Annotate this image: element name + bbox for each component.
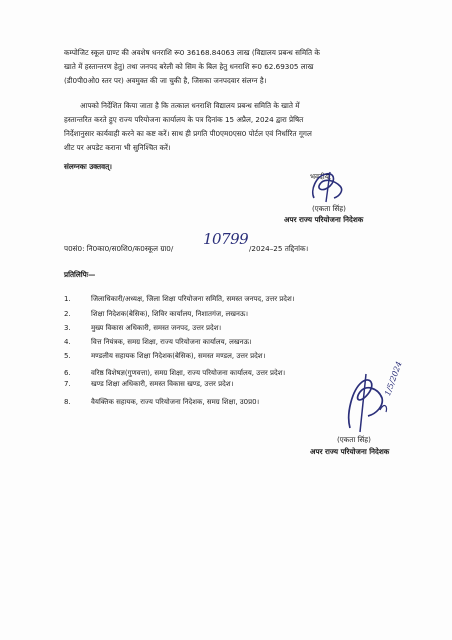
paragraph-fund-release xyxy=(64,46,394,92)
list-item-text: जिलाधिकारी/अध्यक्ष, जिला शिक्षा परियोजना समिति, समस्त जनपद, उत्तर प्रदेश। xyxy=(91,295,295,303)
list-item-text: वरिष्ठ विशेषज्ञ(गुणवत्ता), समग्र शिक्षा, राज्य परियोजना कार्यालय, उत्तर प्रदेश। xyxy=(91,369,286,377)
handwritten-reference-number: 10799 xyxy=(203,230,249,248)
list-item-number: 1. xyxy=(64,295,71,303)
copy-to-heading: प्रतिलिपिः— xyxy=(64,270,96,279)
list-item-text: खण्ड शिक्षा अधिकारी, समस्त विकास खण्ड, उत्तर प्रदेश। xyxy=(91,380,234,388)
list-item-number: 7. xyxy=(64,380,71,388)
letter-reference-prefix: प0सं0: नि0का0/स0शि0/क0स्कूल ग्रा0/ xyxy=(64,244,174,253)
signature-image xyxy=(340,370,410,434)
list-item-number: 2. xyxy=(64,310,71,318)
paragraph-line: (डी0पी0ओ0 स्तर पर) अवमुक्त की जा चुकी है, जिसका जनपदवार संलग्न है। xyxy=(64,76,267,85)
list-item-text: वैयक्तिक सहायक, राज्य परियोजना निदेशक, समग्र शिक्षा, उ0प्र0। xyxy=(91,398,260,406)
list-item-text: मण्डलीय सहायक शिक्षा निदेशक(बेसिक), समस्त मण्डल, उत्तर प्रदेश। xyxy=(91,352,266,360)
list-item-number: 3. xyxy=(64,324,71,332)
list-item-number: 5. xyxy=(64,352,71,360)
handwritten-date: 1/5/2024 xyxy=(383,360,404,398)
list-item-number: 8. xyxy=(64,398,71,406)
paragraph-line: कम्पोजिट स्कूल ग्राण्ट की अवशेष धनराशि रू0 36168.84063 लाख (विद्यालय प्रबन्ध समिति के xyxy=(64,48,320,57)
signatory-designation: अपर राज्य परियोजना निदेशक xyxy=(310,447,390,456)
list-item-number: 4. xyxy=(64,338,71,346)
paragraph-line: निर्देशानुसार कार्यवाही करने का कष्ट करें। साथ ही प्रगति पी0एम0एस0 पोर्टल एवं निर्धारित गूगल xyxy=(64,129,312,138)
list-item-text: वित्त नियंत्रक, समग्र शिक्षा, राज्य परियोजना कार्यालय, लखनऊ। xyxy=(91,338,252,346)
enclosure-note: संलग्नकः उक्तवत्। xyxy=(64,162,112,171)
list-item-number: 6. xyxy=(64,369,71,377)
paragraph-line: शीट पर अपडेट कराना भी सुनिश्चित करें। xyxy=(64,143,171,152)
paragraph-line: हस्तान्तरित करते हुए राज्य परियोजना कार्यालय के पत्र दिनांक 15 अप्रैल, 2024 द्वारा प्रेषित xyxy=(64,115,304,124)
paragraph-line: आपको निर्देशित किया जाता है कि तत्काल धनराशि विद्यालय प्रबन्ध समिति के खाते में xyxy=(80,101,300,110)
signatory-name: (एकता सिंह) xyxy=(312,204,346,213)
letter-reference-suffix: /2024–25 तद्दिनांक। xyxy=(249,244,309,253)
paragraph-instructions xyxy=(64,99,394,159)
signatory-name: (एकता सिंह) xyxy=(337,435,371,444)
list-item-text: मुख्य विकास अधिकारी, समस्त जनपद, उत्तर प्रदेश। xyxy=(91,324,222,332)
signatory-designation: अपर राज्य परियोजना निदेशक xyxy=(284,215,364,224)
paragraph-line: खाते में हस्तान्तरण हेतु) तथा जनपद बरेली को सिम के बिल हेतु धनराशि रू0 62.69305 लाख xyxy=(64,62,314,71)
list-item-text: शिक्षा निदेशक(बेसिक), शिविर कार्यालय, निशातगंज, लखनऊ। xyxy=(91,310,249,318)
closing-bhavdiya: भवदीय, xyxy=(310,172,332,181)
signature-image xyxy=(300,168,360,204)
